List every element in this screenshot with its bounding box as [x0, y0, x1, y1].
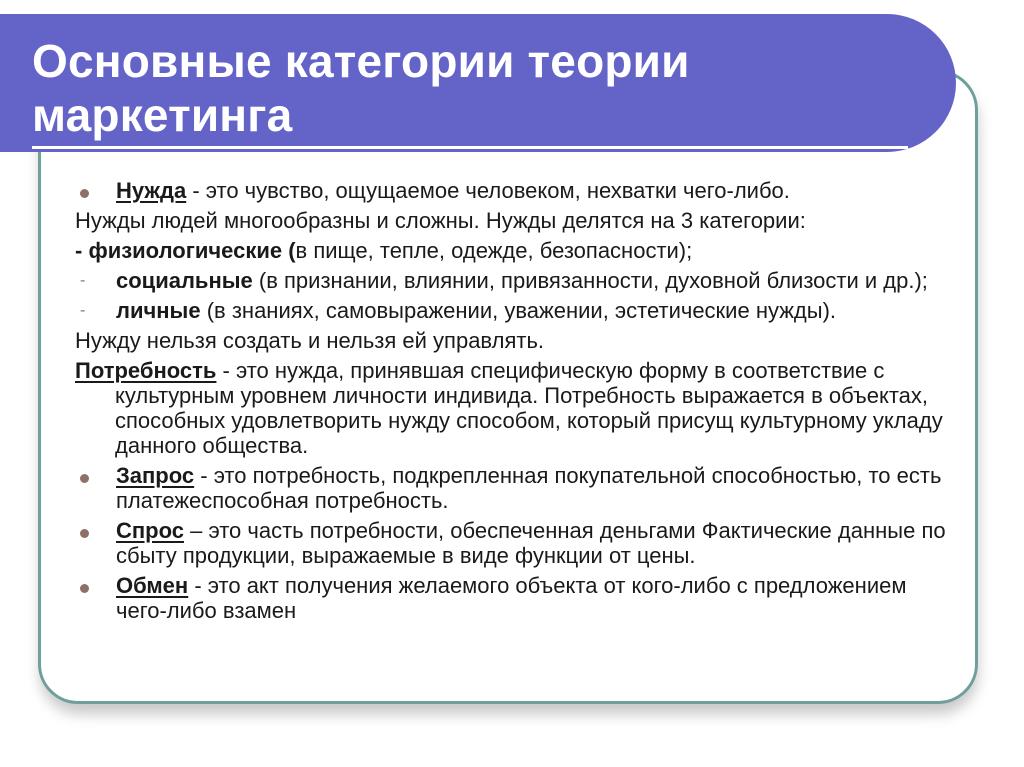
dash-marker-icon: -	[80, 302, 86, 319]
bullet-dot-icon	[80, 518, 100, 543]
paragraph-want	[72, 358, 952, 458]
definition-request: - это потребность, подкрепленная покупательной способностью, то есть платежеспособная потребность.	[116, 463, 942, 513]
bullet-need	[72, 178, 952, 203]
dash-marker-icon: -	[80, 272, 86, 289]
bullet-request	[72, 463, 952, 513]
definition-want: - это нужда, принявшая специфическую форму в соответствие с культурным уровнем личности индивида. Потребность выражается в объектах, способных удовлетворить нужду способом, который присущ культурному укладу данного общества.	[115, 358, 943, 458]
definition-need: - это чувство, ощущаемое человеком, нехватки чего-либо.	[186, 178, 790, 203]
definition-social: (в признании, влиянии, привязанности, духовной близости и др.);	[252, 268, 928, 293]
slide-body	[72, 178, 952, 628]
definition-personal: (в знаниях, самовыражении, уважении, эстетические нужды).	[200, 298, 837, 323]
paragraph-needs-intro	[72, 208, 952, 233]
title-underline	[32, 146, 908, 149]
definition-physiological: в пище, тепле, одежде, безопасности);	[295, 238, 693, 263]
needs-intro-text: Нужды людей многообразны и сложны. Нужды делятся на 3 категории:	[75, 208, 806, 233]
term-request: Запрос	[116, 463, 195, 488]
paragraph-cannot-create	[72, 328, 952, 353]
term-exchange: Обмен	[116, 573, 189, 598]
bullet-demand	[72, 518, 952, 568]
bullet-exchange	[72, 573, 952, 623]
term-physiological: - физиологические (	[75, 238, 296, 263]
dash-item-social	[72, 268, 952, 293]
dash-item-personal	[72, 298, 952, 323]
title-banner	[0, 14, 956, 152]
term-demand: Спрос	[116, 518, 184, 543]
definition-demand: – это часть потребности, обеспеченная деньгами Фактические данные по сбыту продукции, выражаемые в виде функции от цены.	[116, 518, 946, 568]
cannot-create-text: Нужду нельзя создать и нельзя ей управлять.	[75, 328, 545, 353]
slide-title	[32, 34, 912, 142]
bullet-dot-icon	[80, 573, 100, 598]
slide-title-line-1: Основные категории теории	[32, 35, 690, 87]
term-want: Потребность	[75, 358, 217, 383]
bullet-dot-icon	[80, 463, 100, 488]
slide-title-line-2: маркетинга	[32, 89, 293, 141]
term-need: Нужда	[116, 178, 187, 203]
definition-exchange: - это акт получения желаемого объекта от кого-либо с предложением чего-либо взамен	[116, 573, 907, 623]
paragraph-physiological	[72, 238, 952, 263]
term-personal: личные	[116, 298, 201, 323]
term-social: социальные	[116, 268, 253, 293]
bullet-dot-icon	[80, 178, 100, 203]
